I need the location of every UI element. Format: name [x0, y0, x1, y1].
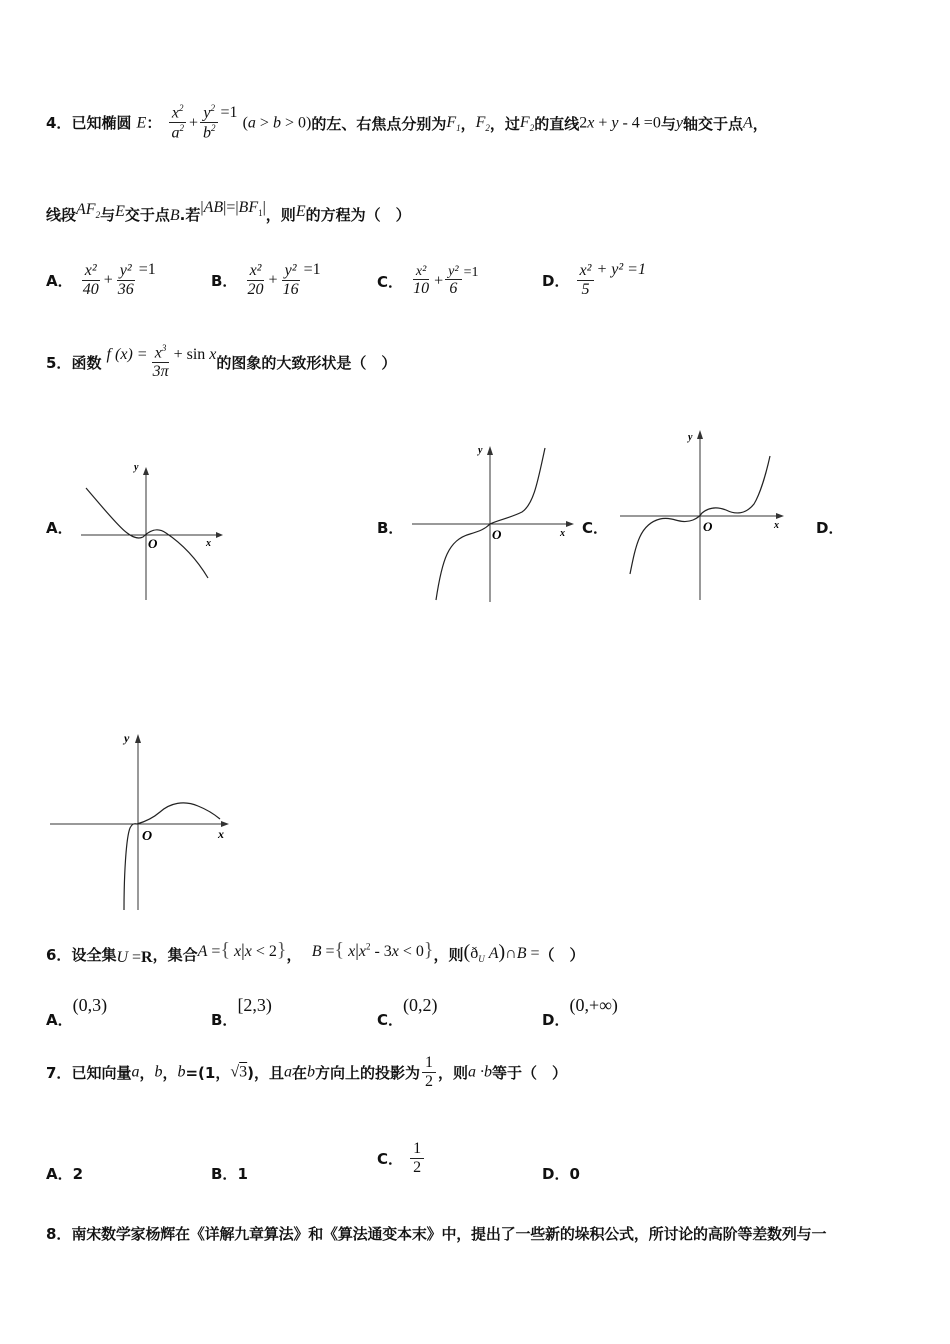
math-b: b — [177, 1063, 186, 1081]
q4-option-d[interactable] — [542, 262, 646, 299]
q7-text: ， — [139, 1063, 155, 1082]
q6-number: 6． — [46, 946, 72, 964]
math-A: A — [742, 114, 753, 132]
numerator: y² — [117, 262, 135, 281]
q5-label-a[interactable]: A． — [46, 519, 73, 537]
q5-label-c[interactable]: C． — [582, 519, 609, 537]
q4-text: .若 — [179, 206, 201, 224]
plus: + — [103, 271, 113, 289]
y-label: y — [478, 445, 483, 456]
frac — [577, 262, 595, 299]
q8-text: 南宋数学家杨辉在《详解九章算法》和《算法通变本末》中，提出了一些新的垛积公式，所讨论的高阶等差数列与一 — [71, 1225, 827, 1243]
eq: =1 — [303, 261, 321, 279]
eq: =1 — [463, 265, 479, 281]
frac: $\frac{x^3}{3\pi}$ — [152, 343, 169, 380]
eq: =1 — [138, 261, 156, 279]
plus: + — [268, 271, 278, 289]
q5-stem — [46, 344, 396, 381]
q4-text: 交于点 — [124, 206, 170, 224]
q6-stem — [46, 939, 585, 966]
y-axis-arrow — [487, 446, 493, 455]
q6-universal: U =R — [116, 949, 153, 966]
q6-option-c[interactable] — [377, 995, 438, 1029]
q6-text: 设全集 — [71, 946, 117, 964]
x-label: x — [206, 538, 211, 549]
option-label: A． — [46, 1165, 73, 1183]
q4-option-b[interactable] — [211, 262, 321, 299]
numerator: y² — [282, 262, 300, 281]
q5-text: 函数 — [71, 354, 102, 373]
q6-text: （ ） — [539, 946, 585, 964]
option-label: C． — [377, 1149, 404, 1168]
q6-text: ，则 — [433, 946, 464, 964]
origin-label: O — [142, 829, 153, 844]
q4-text: 的直线 — [534, 114, 580, 133]
q7-stem — [46, 1054, 567, 1091]
plus: + — [434, 272, 444, 290]
q4-number: 4． — [46, 113, 72, 132]
option-label: B． — [211, 1011, 238, 1029]
q5-label-d[interactable]: D． — [816, 519, 844, 537]
math-F1: $F_1$ — [446, 113, 461, 133]
comma: ， — [460, 114, 476, 133]
math-E: E — [115, 203, 125, 220]
q4-frac-x: $\frac{x^2}{a^2}$ — [168, 104, 187, 143]
math-b: b — [154, 1063, 163, 1081]
denominator: 36 — [117, 280, 134, 298]
q4-line-eq: 2x + y - 4 =0 — [579, 114, 661, 132]
option-tail: + y² =1 — [596, 261, 646, 279]
numerator: x² — [247, 262, 265, 281]
option-value: 0 — [569, 1165, 580, 1183]
dot-product: a ·b — [468, 1063, 493, 1081]
frac-half: $\frac{1}{2}$ — [422, 1054, 436, 1091]
frac — [280, 262, 302, 299]
q4-text: ，过 — [489, 114, 520, 133]
q6-set-a: A ={ x|x < 2} — [197, 939, 287, 961]
q4-text: 的方程为（ ） — [305, 206, 411, 224]
q4-text: 线段 — [46, 206, 77, 224]
option-value: (0,2) — [403, 995, 438, 1015]
y-label: y — [124, 731, 130, 745]
option-value: (0,3) — [72, 995, 108, 1015]
q7-option-b[interactable] — [211, 1163, 248, 1184]
x-axis-arrow — [566, 521, 574, 527]
q4-text: 轴交于点 — [682, 114, 743, 133]
x-axis-arrow — [776, 513, 784, 519]
math-B: B — [169, 207, 180, 224]
option-label: A． — [46, 1011, 73, 1029]
q4-line2 — [46, 199, 411, 226]
denominator: 16 — [282, 280, 299, 298]
x-label: x — [774, 520, 779, 531]
denominator: 40 — [82, 280, 99, 298]
numerator: y² — [445, 264, 461, 280]
q4-cond: (a > b > 0) — [242, 114, 312, 132]
q4-text: 已知椭圆 — [71, 113, 132, 132]
q4-line1 — [46, 104, 768, 143]
math-b: b — [307, 1063, 316, 1081]
option-value: 2 — [72, 1165, 84, 1183]
q8-stem — [46, 1223, 826, 1244]
option-label: D． — [542, 271, 570, 290]
x-label: x — [560, 528, 565, 539]
x-label: x — [218, 827, 224, 841]
curve — [86, 488, 208, 578]
q4-abs-cond: $|AB|=|BF_1|$ — [200, 199, 266, 219]
q7-text: )，且 — [247, 1063, 284, 1082]
q6-option-d[interactable] — [542, 995, 618, 1029]
math-E: E — [295, 203, 306, 220]
q7-text: ， — [162, 1063, 178, 1082]
q4-option-a[interactable] — [46, 262, 156, 299]
y-axis-arrow — [143, 467, 149, 475]
option-label: B． — [211, 1165, 238, 1183]
numerator: x² — [82, 262, 100, 281]
denominator: 6 — [449, 280, 458, 298]
q5-text: 的图象的大致形状是（ ） — [216, 354, 397, 373]
q6-text: ， — [286, 946, 302, 964]
q7-text: 在 — [292, 1063, 308, 1082]
numerator: x² — [577, 262, 595, 281]
frac — [245, 262, 267, 299]
math-F2: $F_2$ — [475, 113, 490, 133]
math-AF2: $AF_2$ — [76, 201, 101, 221]
q7-option-c[interactable] — [377, 1140, 426, 1177]
q6-expression: ($ð_U$ A)∩B = — [463, 941, 540, 965]
q5-number: 5． — [46, 354, 72, 373]
q7-text: ，则 — [438, 1063, 469, 1082]
q6-text: ，集合 — [152, 946, 198, 964]
denominator: 5 — [581, 280, 590, 298]
option-value: 1 — [237, 1165, 248, 1183]
option-value: [2,3) — [237, 995, 272, 1015]
frac-half: $\frac{1}{2}$ — [410, 1140, 424, 1177]
q4-text: 与 — [660, 114, 676, 133]
y-axis-arrow — [135, 734, 141, 743]
q5-label-b[interactable]: B． — [377, 519, 404, 537]
q4-text: 的左、右焦点分别为 — [311, 114, 447, 133]
y-label: y — [134, 462, 139, 473]
q7-option-d[interactable] — [542, 1163, 580, 1184]
q7-text: =(1， — [185, 1063, 231, 1082]
option-label: C． — [377, 272, 404, 291]
eq-one: =1 — [220, 104, 238, 122]
q4-text: 与 — [100, 206, 116, 224]
sqrt-3: √3 — [230, 1063, 248, 1081]
option-label: C． — [377, 1011, 404, 1029]
frac — [80, 262, 102, 299]
q5-graph-a[interactable] — [76, 458, 226, 604]
y-axis-arrow — [697, 430, 703, 439]
option-value: (0,+∞) — [569, 995, 618, 1015]
q4-text: ，则 — [265, 206, 296, 224]
q4-frac-y: $\frac{y^2}{b^2}$ — [200, 104, 219, 143]
denominator: 20 — [247, 280, 264, 298]
y-label: y — [688, 432, 693, 443]
math-a: a — [284, 1063, 292, 1081]
q7-number: 7． — [46, 1063, 72, 1082]
origin-label: O — [703, 519, 713, 534]
option-label: D． — [542, 1011, 570, 1029]
colon: ： — [146, 113, 162, 132]
math-a: a — [131, 1063, 140, 1081]
x-axis-arrow — [216, 532, 223, 538]
frac — [410, 264, 432, 299]
q5-graph-d[interactable] — [48, 726, 238, 914]
math-F2: $F_2$ — [519, 113, 535, 133]
q6-set-b: B ={ $x|x^2 - 3x < 0$} — [311, 939, 434, 961]
q7-text: 方向上的投影为 — [315, 1063, 421, 1082]
q7-text: 等于（ ） — [492, 1063, 568, 1082]
comma: ， — [752, 114, 768, 133]
q8-number: 8． — [46, 1225, 72, 1243]
q7-option-a[interactable] — [46, 1163, 83, 1184]
frac — [115, 262, 137, 299]
denominator: 10 — [413, 280, 430, 298]
origin-label: O — [148, 536, 158, 551]
frac — [445, 264, 461, 299]
numerator: x² — [413, 264, 429, 280]
math-y: y — [675, 114, 683, 132]
option-label: B． — [211, 271, 238, 290]
q7-text: 已知向量 — [71, 1063, 132, 1082]
q5-graph-b[interactable] — [410, 440, 575, 605]
q5-function: f (x) = — [106, 345, 148, 363]
q5-sin: + sin x — [173, 345, 217, 363]
q4-option-c[interactable] — [377, 264, 478, 299]
q5-graph-c[interactable] — [618, 424, 790, 602]
math-E: E — [136, 114, 147, 132]
option-label: D． — [542, 1165, 570, 1183]
option-label: A． — [46, 271, 73, 290]
plus: + — [188, 114, 198, 132]
q6-option-b[interactable] — [211, 995, 272, 1029]
q6-option-a[interactable] — [46, 995, 108, 1029]
origin-label: O — [492, 527, 502, 542]
